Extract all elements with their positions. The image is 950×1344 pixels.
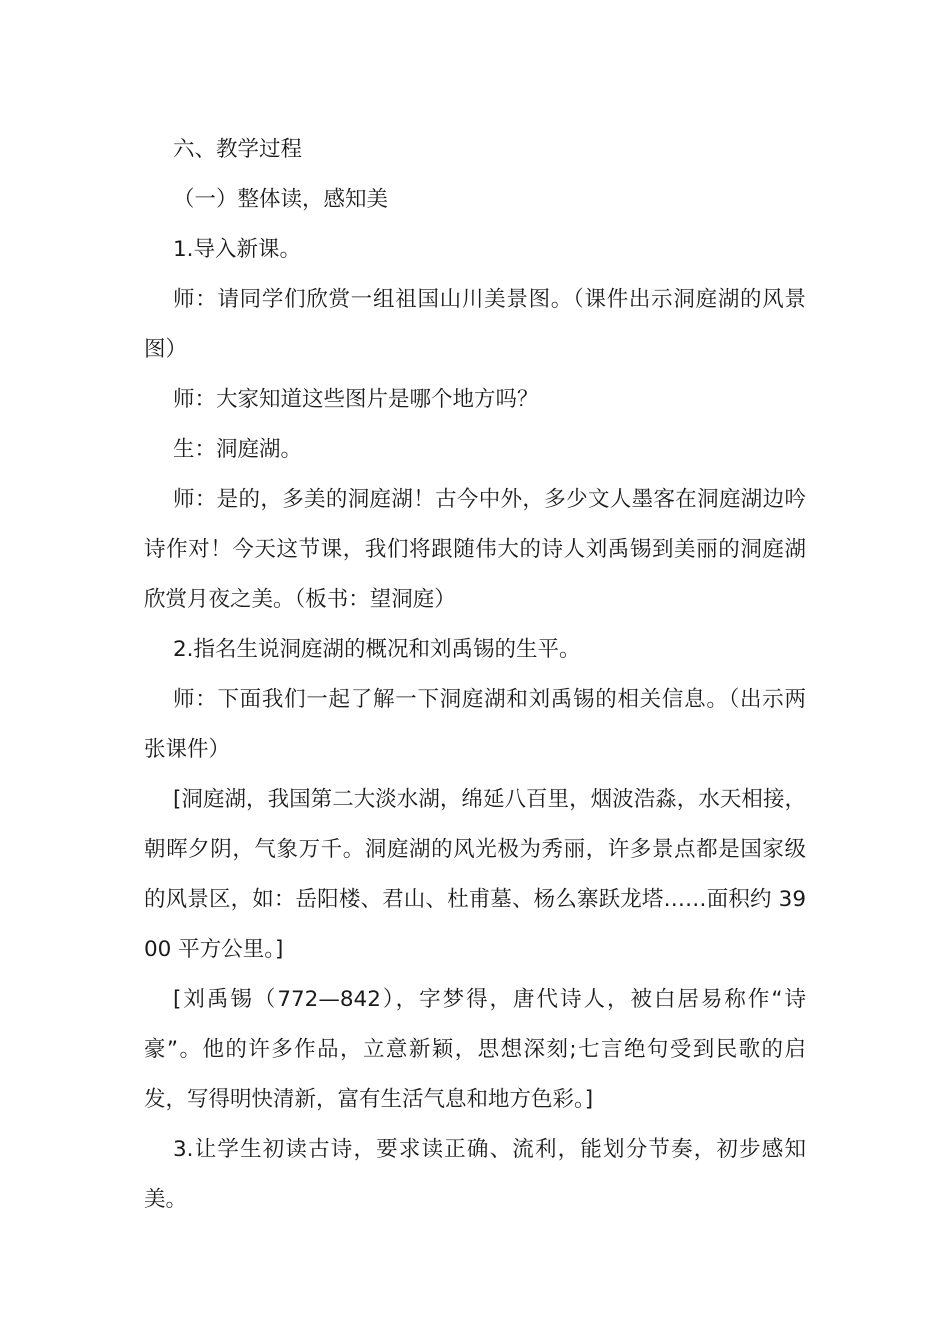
section-heading: 六、教学过程 <box>173 137 303 162</box>
subsection-heading: （一）整体读，感知美 <box>173 187 389 212</box>
step-heading: 1.导入新课。 <box>173 237 302 262</box>
step-heading: 3.让学生初读古诗，要求读正确、流利，能划分节奏，初步感知美。 <box>144 1137 806 1212</box>
teacher-line: 师：请同学们欣赏一组祖国山川美景图。（课件出示洞庭湖的风景图） <box>144 287 806 362</box>
teacher-line: 师：是的，多美的洞庭湖！古今中外，多少文人墨客在洞庭湖边吟诗作对！今天这节课，我们将跟随伟大的诗人刘禹锡到美丽的洞庭湖欣赏月夜之美。（板书：望洞庭） <box>144 487 806 612</box>
step-heading: 2.指名生说洞庭湖的概况和刘禹锡的生平。 <box>173 637 581 662</box>
teacher-line: 师：大家知道这些图片是哪个地方吗？ <box>173 387 539 412</box>
student-line: 生：洞庭湖。 <box>173 437 303 462</box>
info-block: [洞庭湖，我国第二大淡水湖，绵延八百里，烟波浩淼，水天相接，朝晖夕阴，气象万千。洞庭湖的风光极为秀丽，许多景点都是国家级的风景区，如：岳阳楼、君山、杜甫墓、杨么寨跃龙塔……面积约 3900 平方公里。] <box>144 787 806 962</box>
info-block: [刘禹锡（772—842），字梦得，唐代诗人，被白居易称作“诗豪”。他的许多作品，立意新颖，思想深刻;七言绝句受到民歌的启发，写得明快清新，富有生活气息和地方色彩。] <box>144 987 806 1112</box>
document-page <box>144 125 806 1225</box>
teacher-line: 师：下面我们一起了解一下洞庭湖和刘禹锡的相关信息。（出示两张课件） <box>144 687 806 762</box>
